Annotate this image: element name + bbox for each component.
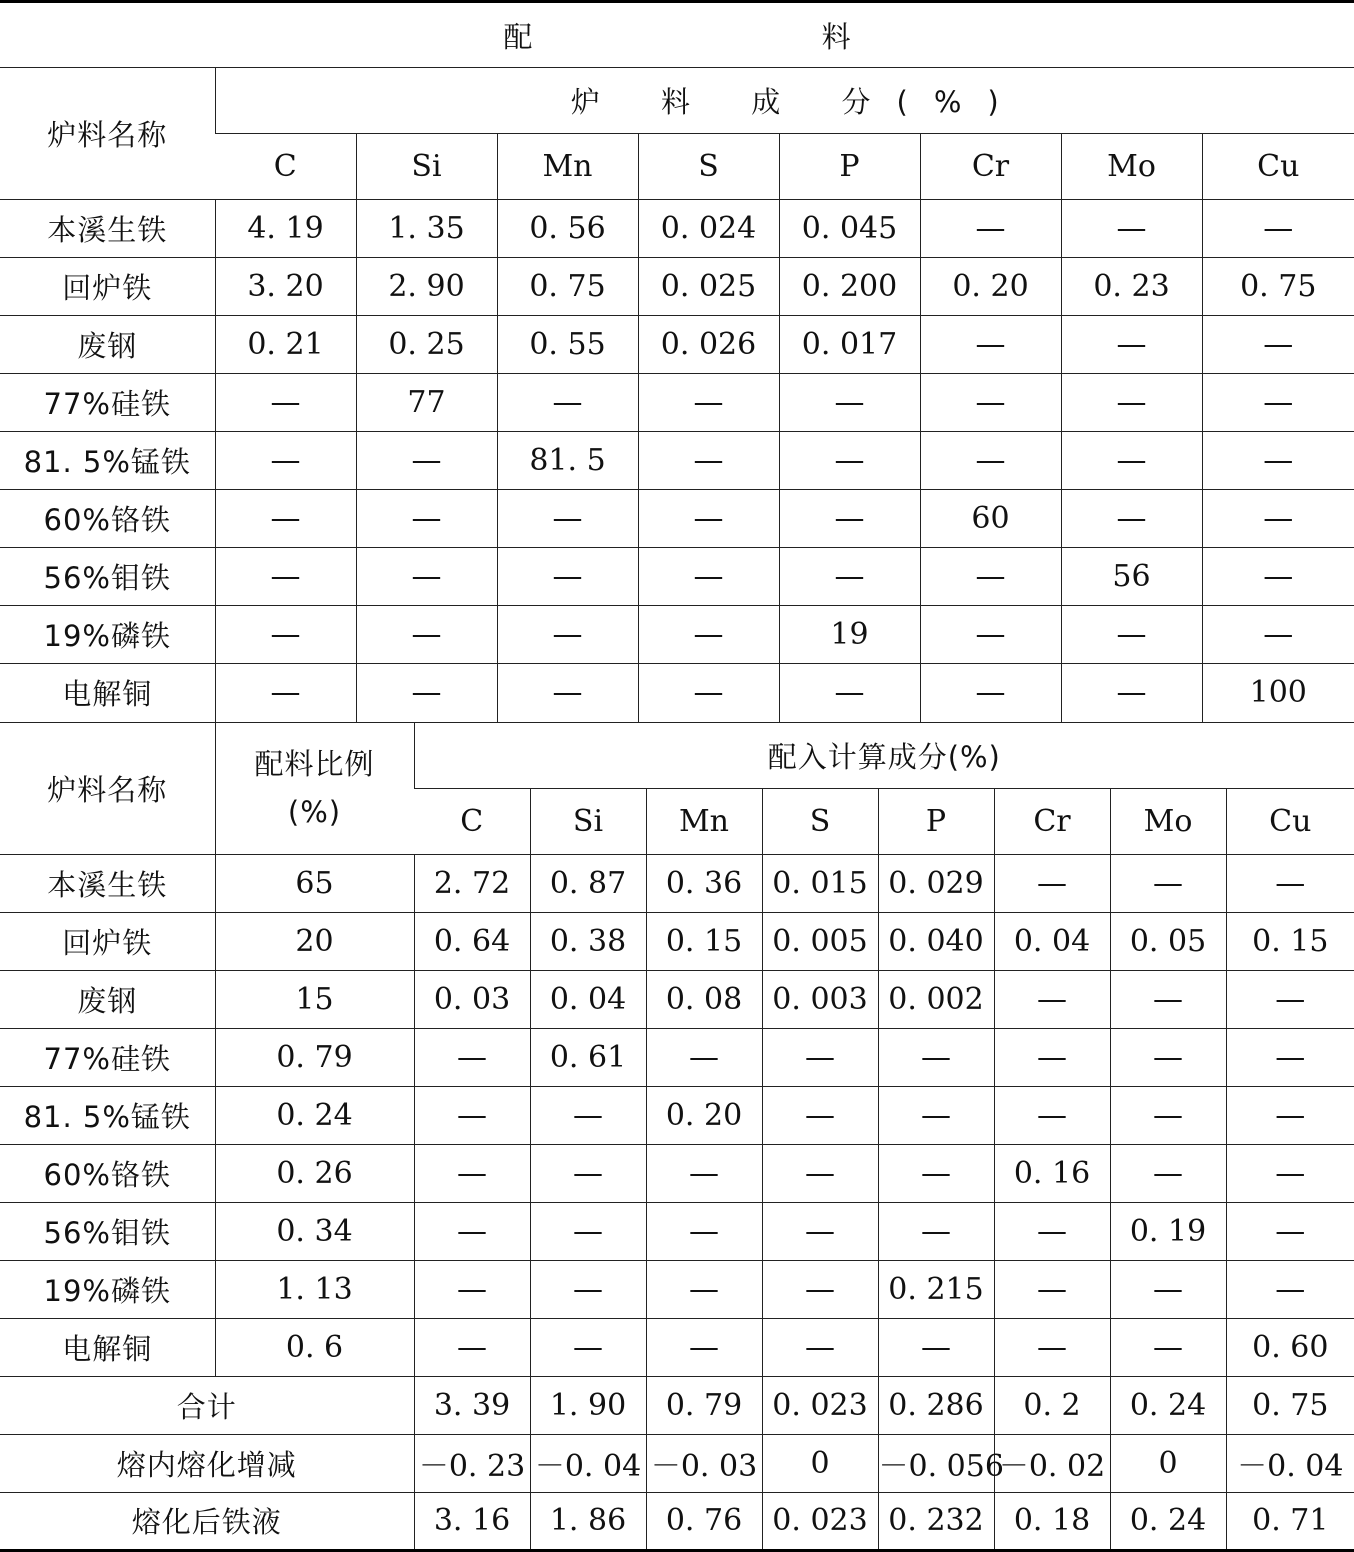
material-name: 19%磷铁 <box>0 1260 215 1318</box>
summary-cell: 3. 16 <box>414 1492 530 1550</box>
calculated-cell: 0. 040 <box>878 912 994 970</box>
ratio-cell: 20 <box>215 912 414 970</box>
composition-cell: 2. 90 <box>356 258 497 316</box>
calculated-cell: — <box>646 1260 762 1318</box>
t2-ratio-header <box>215 722 414 854</box>
calculated-cell: — <box>878 1144 994 1202</box>
material-name: 电解铜 <box>0 1318 215 1376</box>
t1-element-header: Si <box>356 134 497 200</box>
composition-cell: 56 <box>1061 548 1202 606</box>
t2-element-header: Mo <box>1110 788 1226 854</box>
calculated-cell: 0. 003 <box>762 970 878 1028</box>
calculated-cell: — <box>994 970 1110 1028</box>
summary-cell: 0 <box>1110 1434 1226 1492</box>
t1-element-header: S <box>638 134 779 200</box>
composition-cell: 1. 35 <box>356 200 497 258</box>
composition-cell: — <box>1061 664 1202 722</box>
composition-cell: 0. 045 <box>779 200 920 258</box>
calculated-cell: — <box>414 1260 530 1318</box>
calculated-cell: 0. 05 <box>1110 912 1226 970</box>
calculated-cell: — <box>530 1144 646 1202</box>
calculated-cell: — <box>994 1202 1110 1260</box>
calculated-cell: 0. 002 <box>878 970 994 1028</box>
calculated-cell: — <box>1110 1318 1226 1376</box>
table-row <box>0 606 1354 664</box>
calculated-cell: — <box>1226 1202 1354 1260</box>
table-row <box>0 1202 1354 1260</box>
summary-cell: 0. 023 <box>762 1492 878 1550</box>
summary-cell: －0. 04 <box>1226 1434 1354 1492</box>
table-row <box>0 1318 1354 1376</box>
composition-cell: — <box>638 490 779 548</box>
calculated-cell: — <box>1110 1260 1226 1318</box>
composition-cell: — <box>215 432 356 490</box>
calculated-cell: 0. 19 <box>1110 1202 1226 1260</box>
material-name: 81. 5%锰铁 <box>0 432 215 490</box>
summary-cell: 0. 232 <box>878 1492 994 1550</box>
calculated-cell: 0. 215 <box>878 1260 994 1318</box>
composition-cell: 0. 21 <box>215 316 356 374</box>
composition-cell: — <box>779 432 920 490</box>
composition-cell: 4. 19 <box>215 200 356 258</box>
composition-cell: 0. 75 <box>497 258 638 316</box>
t2-element-header: Si <box>530 788 646 854</box>
summary-cell: 0. 76 <box>646 1492 762 1550</box>
t2-group-header: 配入计算成分(%) <box>414 722 1354 788</box>
summary-cell: 0. 79 <box>646 1376 762 1434</box>
composition-cell: — <box>1061 374 1202 432</box>
summary-cell: 0. 24 <box>1110 1376 1226 1434</box>
composition-cell: — <box>1202 200 1354 258</box>
t1-element-header: Mn <box>497 134 638 200</box>
composition-cell: — <box>1061 606 1202 664</box>
composition-cell: — <box>920 548 1061 606</box>
calculated-cell: — <box>1226 854 1354 912</box>
composition-cell: — <box>779 548 920 606</box>
composition-cell: — <box>1202 548 1354 606</box>
composition-cell: — <box>497 664 638 722</box>
summary-cell: 0. 71 <box>1226 1492 1354 1550</box>
table-row <box>0 1086 1354 1144</box>
composition-cell: — <box>1061 200 1202 258</box>
composition-cell: — <box>497 548 638 606</box>
composition-cell: 0. 026 <box>638 316 779 374</box>
table-row <box>0 1144 1354 1202</box>
ratio-cell: 0. 6 <box>215 1318 414 1376</box>
composition-cell: — <box>920 664 1061 722</box>
t2-ratio-header-line1: 配料比例 <box>254 747 375 781</box>
calculated-cell: 0. 38 <box>530 912 646 970</box>
summary-label: 熔内熔化增减 <box>0 1434 414 1492</box>
composition-cell: 0. 23 <box>1061 258 1202 316</box>
calculated-cell: — <box>878 1028 994 1086</box>
calculated-cell: — <box>762 1028 878 1086</box>
ratio-cell: 15 <box>215 970 414 1028</box>
composition-cell: — <box>1202 374 1354 432</box>
summary-cell: 0. 18 <box>994 1492 1110 1550</box>
composition-cell: — <box>1202 432 1354 490</box>
calculated-cell: — <box>414 1318 530 1376</box>
material-name: 77%硅铁 <box>0 1028 215 1086</box>
summary-cell: 0 <box>762 1434 878 1492</box>
table-row <box>0 316 1354 374</box>
t1-group-header: 炉 料 成 分(%) <box>215 68 1354 134</box>
calculated-cell: — <box>762 1202 878 1260</box>
summary-label: 熔化后铁液 <box>0 1492 414 1550</box>
composition-cell: — <box>356 490 497 548</box>
material-name: 60%铬铁 <box>0 490 215 548</box>
summary-row <box>0 1434 1354 1492</box>
t2-element-header: C <box>414 788 530 854</box>
calculated-cell: 0. 005 <box>762 912 878 970</box>
composition-cell: — <box>1061 432 1202 490</box>
composition-cell: — <box>215 490 356 548</box>
calculated-cell: — <box>762 1144 878 1202</box>
t2-element-header: P <box>878 788 994 854</box>
calculated-cell: — <box>646 1144 762 1202</box>
table-row <box>0 548 1354 606</box>
composition-cell: 0. 024 <box>638 200 779 258</box>
material-name: 回炉铁 <box>0 258 215 316</box>
calculated-cell: — <box>1226 1086 1354 1144</box>
calculated-cell: — <box>994 1318 1110 1376</box>
table-row <box>0 854 1354 912</box>
calculated-cell: — <box>414 1086 530 1144</box>
composition-cell: — <box>497 490 638 548</box>
composition-cell: — <box>1202 316 1354 374</box>
table-composition <box>0 0 1354 722</box>
calculated-cell: — <box>1226 970 1354 1028</box>
table-title: 配 料 <box>0 2 1354 68</box>
composition-cell: — <box>1202 490 1354 548</box>
calculated-cell: — <box>994 1260 1110 1318</box>
calculated-cell: — <box>762 1086 878 1144</box>
calculated-cell: — <box>530 1086 646 1144</box>
composition-cell: 0. 025 <box>638 258 779 316</box>
composition-cell: 0. 20 <box>920 258 1061 316</box>
composition-cell: — <box>638 548 779 606</box>
composition-cell: — <box>1202 606 1354 664</box>
composition-cell: — <box>779 664 920 722</box>
table-row <box>0 970 1354 1028</box>
composition-cell: 81. 5 <box>497 432 638 490</box>
material-name: 电解铜 <box>0 664 215 722</box>
calculated-cell: — <box>1226 1260 1354 1318</box>
composition-cell: — <box>215 664 356 722</box>
calculated-cell: 0. 64 <box>414 912 530 970</box>
summary-cell: 0. 75 <box>1226 1376 1354 1434</box>
t2-element-header: Cr <box>994 788 1110 854</box>
calculated-cell: 0. 61 <box>530 1028 646 1086</box>
calculated-cell: 0. 36 <box>646 854 762 912</box>
calculated-cell: — <box>1110 1086 1226 1144</box>
composition-cell: — <box>779 374 920 432</box>
t2-element-header: Cu <box>1226 788 1354 854</box>
composition-cell: — <box>1061 490 1202 548</box>
calculated-cell: 0. 16 <box>994 1144 1110 1202</box>
material-name: 废钢 <box>0 316 215 374</box>
composition-cell: — <box>215 606 356 664</box>
calculated-cell: 0. 03 <box>414 970 530 1028</box>
composition-cell: — <box>920 316 1061 374</box>
composition-cell: 0. 55 <box>497 316 638 374</box>
ratio-cell: 0. 79 <box>215 1028 414 1086</box>
table-row <box>0 1028 1354 1086</box>
composition-cell: — <box>779 490 920 548</box>
summary-cell: －0. 02 <box>994 1434 1110 1492</box>
material-name: 56%钼铁 <box>0 548 215 606</box>
composition-cell: — <box>638 664 779 722</box>
calculated-cell: 0. 04 <box>994 912 1110 970</box>
calculated-cell: — <box>646 1318 762 1376</box>
t1-element-header: C <box>215 134 356 200</box>
calculated-cell: — <box>1110 1144 1226 1202</box>
material-name: 81. 5%锰铁 <box>0 1086 215 1144</box>
calculated-cell: 0. 15 <box>1226 912 1354 970</box>
material-name: 56%钼铁 <box>0 1202 215 1260</box>
calculated-cell: — <box>878 1318 994 1376</box>
table-row <box>0 490 1354 548</box>
t1-element-header: Cr <box>920 134 1061 200</box>
composition-cell: — <box>1061 316 1202 374</box>
composition-cell: 0. 56 <box>497 200 638 258</box>
material-name: 废钢 <box>0 970 215 1028</box>
summary-cell: 1. 90 <box>530 1376 646 1434</box>
t1-element-header: P <box>779 134 920 200</box>
calculated-cell: — <box>646 1028 762 1086</box>
summary-cell: 0. 023 <box>762 1376 878 1434</box>
summary-cell: －0. 23 <box>414 1434 530 1492</box>
composition-cell: — <box>497 606 638 664</box>
composition-cell: — <box>920 606 1061 664</box>
composition-cell: 60 <box>920 490 1061 548</box>
calculated-cell: — <box>1110 854 1226 912</box>
composition-cell: 100 <box>1202 664 1354 722</box>
table-row <box>0 664 1354 722</box>
calculated-cell: — <box>530 1318 646 1376</box>
t1-element-header: Cu <box>1202 134 1354 200</box>
composition-cell: — <box>356 664 497 722</box>
ratio-cell: 1. 13 <box>215 1260 414 1318</box>
material-name: 60%铬铁 <box>0 1144 215 1202</box>
calculated-cell: — <box>994 1028 1110 1086</box>
calculated-cell: — <box>414 1144 530 1202</box>
composition-cell: 0. 25 <box>356 316 497 374</box>
ratio-cell: 0. 24 <box>215 1086 414 1144</box>
table-row <box>0 1260 1354 1318</box>
ratio-cell: 0. 26 <box>215 1144 414 1202</box>
t2-element-header: S <box>762 788 878 854</box>
summary-row <box>0 1376 1354 1434</box>
calculated-cell: — <box>1226 1028 1354 1086</box>
t1-name-header: 炉料名称 <box>0 68 215 200</box>
t2-ratio-header-line2: (%) <box>287 795 342 829</box>
table-row <box>0 258 1354 316</box>
calculated-cell: 0. 20 <box>646 1086 762 1144</box>
table-calculation <box>0 722 1354 1552</box>
summary-cell: －0. 04 <box>530 1434 646 1492</box>
composition-cell: — <box>356 432 497 490</box>
calculated-cell: — <box>530 1260 646 1318</box>
composition-cell: — <box>920 432 1061 490</box>
table-row <box>0 912 1354 970</box>
table-row <box>0 374 1354 432</box>
calculated-cell: — <box>762 1260 878 1318</box>
t1-element-header: Mo <box>1061 134 1202 200</box>
ratio-cell: 65 <box>215 854 414 912</box>
calculated-cell: 0. 60 <box>1226 1318 1354 1376</box>
composition-cell: 0. 75 <box>1202 258 1354 316</box>
summary-row <box>0 1492 1354 1550</box>
table-row <box>0 432 1354 490</box>
ratio-cell: 0. 34 <box>215 1202 414 1260</box>
calculated-cell: 0. 015 <box>762 854 878 912</box>
calculated-cell: — <box>530 1202 646 1260</box>
summary-cell: －0. 03 <box>646 1434 762 1492</box>
calculated-cell: — <box>414 1028 530 1086</box>
calculated-cell: 0. 029 <box>878 854 994 912</box>
composition-cell: 0. 017 <box>779 316 920 374</box>
summary-cell: 1. 86 <box>530 1492 646 1550</box>
calculated-cell: 0. 04 <box>530 970 646 1028</box>
composition-cell: — <box>920 200 1061 258</box>
material-name: 回炉铁 <box>0 912 215 970</box>
material-name: 77%硅铁 <box>0 374 215 432</box>
calculated-cell: — <box>878 1202 994 1260</box>
composition-cell: — <box>638 374 779 432</box>
table-row <box>0 200 1354 258</box>
calculated-cell: — <box>1110 1028 1226 1086</box>
summary-cell: 0. 24 <box>1110 1492 1226 1550</box>
calculated-cell: — <box>1110 970 1226 1028</box>
summary-cell: 0. 286 <box>878 1376 994 1434</box>
composition-cell: — <box>356 606 497 664</box>
calculated-cell: — <box>414 1202 530 1260</box>
calculated-cell: 2. 72 <box>414 854 530 912</box>
composition-cell: — <box>215 374 356 432</box>
material-name: 19%磷铁 <box>0 606 215 664</box>
composition-cell: 0. 200 <box>779 258 920 316</box>
calculated-cell: — <box>646 1202 762 1260</box>
material-name: 本溪生铁 <box>0 200 215 258</box>
summary-cell: 3. 39 <box>414 1376 530 1434</box>
calculated-cell: 0. 15 <box>646 912 762 970</box>
summary-cell: －0. 056 <box>878 1434 994 1492</box>
composition-cell: — <box>497 374 638 432</box>
t2-element-header: Mn <box>646 788 762 854</box>
composition-cell: 77 <box>356 374 497 432</box>
calculated-cell: 0. 08 <box>646 970 762 1028</box>
composition-cell: — <box>356 548 497 606</box>
summary-label: 合计 <box>0 1376 414 1434</box>
composition-cell: — <box>215 548 356 606</box>
calculated-cell: — <box>1226 1144 1354 1202</box>
calculated-cell: — <box>994 1086 1110 1144</box>
composition-cell: — <box>638 432 779 490</box>
calculated-cell: — <box>762 1318 878 1376</box>
composition-cell: 19 <box>779 606 920 664</box>
t2-name-header: 炉料名称 <box>0 722 215 854</box>
calculated-cell: 0. 87 <box>530 854 646 912</box>
calculated-cell: — <box>878 1086 994 1144</box>
composition-cell: — <box>920 374 1061 432</box>
composition-cell: — <box>638 606 779 664</box>
calculated-cell: — <box>994 854 1110 912</box>
composition-cell: 3. 20 <box>215 258 356 316</box>
summary-cell: 0. 2 <box>994 1376 1110 1434</box>
material-name: 本溪生铁 <box>0 854 215 912</box>
